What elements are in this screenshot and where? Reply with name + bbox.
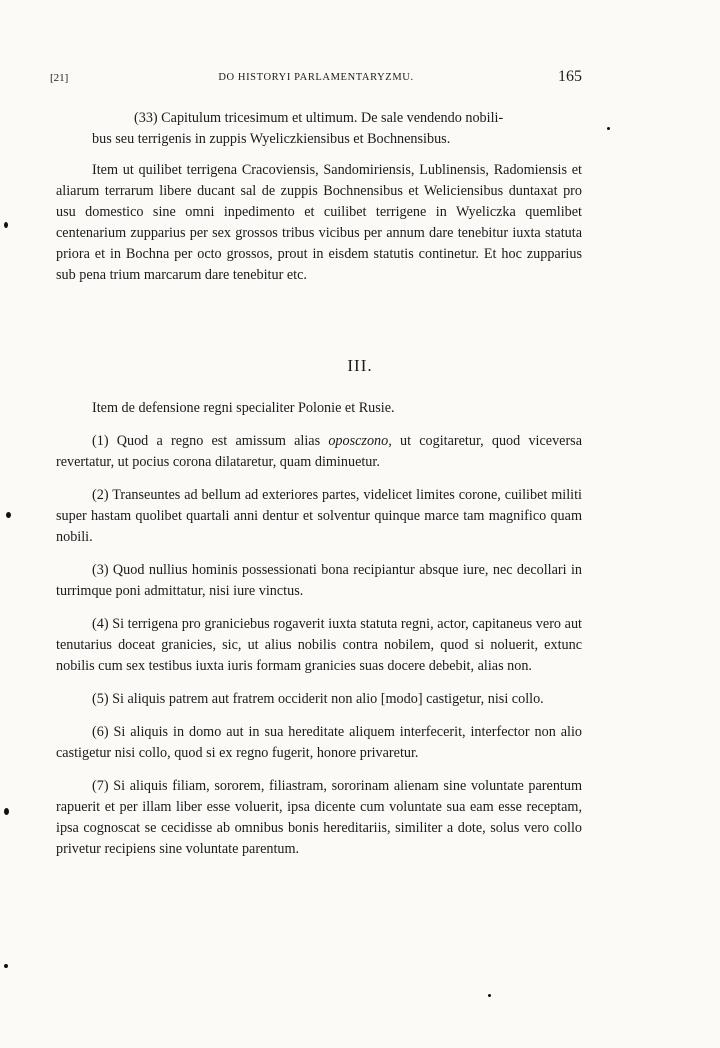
paragraph-6: (6) Si aliquis in domo aut in sua hereditate aliquem interfecerit, interfector non alio castigetur nisi collo, quod si ex regno fugerit, honore privaretur. bbox=[56, 724, 582, 761]
scan-speck bbox=[4, 808, 9, 815]
paragraph-7: (7) Si aliquis filiam, sororem, filiastram, sororinam alienam sine voluntate parentum rapuerit et per illam liber esse voluerit, ipsa dicente cum voluntate sua eam esse receptam, ipsa cognoscat se cecidisse ab omnibus bonis hereditariis, similiter a dote, solus vero collo privetur recipiens sine voluntate parentum. bbox=[56, 778, 582, 857]
paragraph-1-italic: oposczono, bbox=[328, 433, 392, 449]
paragraph-1-end: ut cogitaretur, quod viceversa revertatur, ut pocius corona dilataretur, quam diminuetur. bbox=[56, 433, 583, 470]
paragraph-1-start: (1) Quod a regno est amissum alias bbox=[92, 433, 329, 449]
paragraph-1 bbox=[56, 431, 582, 473]
page-number: 165 bbox=[558, 68, 582, 85]
section-intro: Item de defensione regni specialiter Polonie et Rusie. bbox=[92, 400, 395, 416]
paragraph-5: (5) Si aliquis patrem aut fratrem occiderit non alio [modo] castigetur, nisi collo. bbox=[92, 691, 544, 707]
scan-speck bbox=[607, 127, 610, 130]
scan-speck bbox=[488, 994, 491, 997]
chapter-title-line2: bus seu terrigenis in zuppis Wyeliczkiensibus et Bochnensibus. bbox=[92, 131, 451, 147]
scan-speck bbox=[4, 222, 8, 228]
scan-speck bbox=[4, 964, 8, 968]
paragraph-3: (3) Quod nullius hominis possessionati bona recipiantur absque iure, nec decollari in turrimque poni admittatur, nisi iure vinctus. bbox=[56, 562, 582, 599]
section-heading: III. bbox=[347, 356, 373, 375]
running-title: DO HISTORYI PARLAMENTARYZMU. bbox=[218, 72, 414, 83]
signature-mark: [21] bbox=[50, 72, 69, 84]
chapter-title-line1: (33) Capitulum tricesimum et ultimum. De sale vendendo nobili- bbox=[134, 110, 504, 126]
chapter-body: Item ut quilibet terrigena Cracoviensis, Sandomiriensis, Lublinensis, Radomiensis et aliarum terrarum libere ducant sal de zuppis Bochnensibus et Weliciensibus duntaxat pro usu domestico sine omni inpedimento et cuilibet terrigene in Wyeliczka quemlibet centenarium zupparius per sex grossos tribus vicibus per annum dare tenebitur iuxta statuta priora et in Bochna per octo grossos, prout in eisdem statutis continetur. Et hoc zupparius sub pena trium marcarum dare tenebitur etc. bbox=[56, 162, 582, 283]
paragraph-4: (4) Si terrigena pro graniciebus rogaverit iuxta statuta regni, actor, capitaneus vero aut tenutarius doceat granicies, sic, ut alius nobilis contra nobilem, quod si noluerit, extunc nobilis cum sex testibus iuxta iuris formam granicies suas docere debebit, alias non. bbox=[56, 616, 582, 674]
paragraph-2: (2) Transeuntes ad bellum ad exteriores partes, videlicet limites corone, cuilibet militi super hastam quolibet quartali anni dentur et solventur quinque marce tam magnifico quam nobili. bbox=[56, 487, 582, 545]
chapter-33-block bbox=[56, 108, 582, 286]
section-3-block bbox=[56, 398, 582, 860]
scan-speck bbox=[6, 512, 11, 518]
